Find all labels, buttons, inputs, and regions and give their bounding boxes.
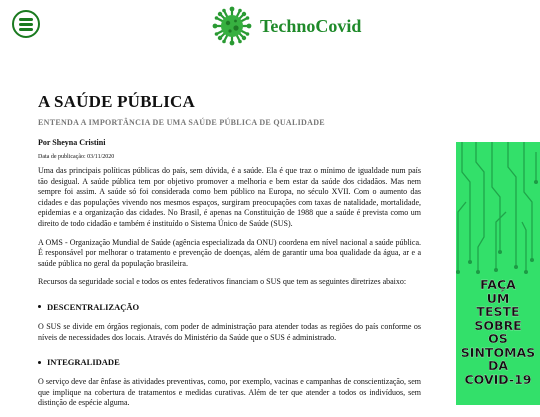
virus-icon <box>212 6 252 46</box>
hamburger-menu-icon[interactable] <box>12 10 40 38</box>
site-header <box>0 0 540 50</box>
ad-headline <box>456 278 540 386</box>
article-paragraph: Uma das principais políticas públicas do país, sem dúvida, é a saúde. Ela é que traz o mínimo de igualdade num país tão desigual. A saúde pública tem por objetivo promover a melhoria e bem estar da saúde dos cidadãos. Mas nem sempre foi assim. A saúde só foi considerada como bem público na Europa, no século XVII. Com o aumento das cidades e das populações vivendo nos mesmos espaços, surgiram preocupações com taxas de natalidade, mortalidade, epidemias e a organização das cidades. No Brasil, é apenas na Constituição de 1988 que a saúde é prevista como um direito de todo cidadão e também é instituído o Sistema Único de Saúde (SUS). <box>38 166 421 228</box>
article <box>38 92 421 417</box>
ad-line: OS <box>488 331 508 346</box>
section-heading-label: DESCENTRALIZAÇÃO <box>47 301 140 312</box>
article-paragraph: A OMS - Organização Mundial de Saúde (agência especializada da ONU) coordena em nível nacional a saúde pública. É responsável por melhorar o tratamento e prevenção de doenças, além de garantir uma boa qualidade da água, ar e a saúde pública no geral da população brasileira. <box>38 237 421 268</box>
ad-line: COVID-19 <box>464 371 532 387</box>
page-title: A SAÚDE PÚBLICA <box>38 92 195 111</box>
covid-test-ad-banner[interactable] <box>456 142 540 405</box>
site-logo[interactable] <box>212 6 361 46</box>
article-paragraph: Recursos da seguridade social e todos os entes federativos financiam o SUS que tem as seguintes diretrizes abaixo: <box>38 277 407 287</box>
bullet-icon <box>38 361 41 364</box>
section-heading-integralidade <box>38 357 421 367</box>
publication-date: Data de publicação: 03/11/2020 <box>38 154 115 160</box>
ad-line: FAÇA <box>480 277 516 292</box>
ad-line: DA <box>487 358 509 373</box>
brand-name: TechnoCovid <box>260 15 362 36</box>
ad-line: UM <box>486 290 510 306</box>
section-heading-label: INTEGRALIDADE <box>47 357 120 368</box>
section-text: O SUS se divide em órgãos regionais, com poder de administração para atender todas as regiões do país conforme os níveis de necessidades dos locais. Através do Ministério da Saúde que o SUS é administrado. <box>38 321 421 342</box>
bullet-icon <box>38 305 41 308</box>
ad-line: SINTOMAS <box>460 344 536 360</box>
article-author: Por Sheyna Cristini <box>38 138 106 147</box>
ad-line: SOBRE <box>474 317 522 333</box>
section-heading-descentralizacao <box>38 302 421 312</box>
section-text: O serviço deve dar ênfase às atividades preventivas, como, por exemplo, vacinas e campanhas de conscientização, sem que implique na cobertura de tratamentos e medidas curativas. Além de ter que atender a todos os indivíduos, sem distinção de espécie alguma. <box>38 377 421 408</box>
ad-line: TESTE <box>476 304 520 319</box>
article-subtitle: ENTENDA A IMPORTÂNCIA DE UMA SAÚDE PÚBLICA DE QUALIDADE <box>38 118 325 127</box>
